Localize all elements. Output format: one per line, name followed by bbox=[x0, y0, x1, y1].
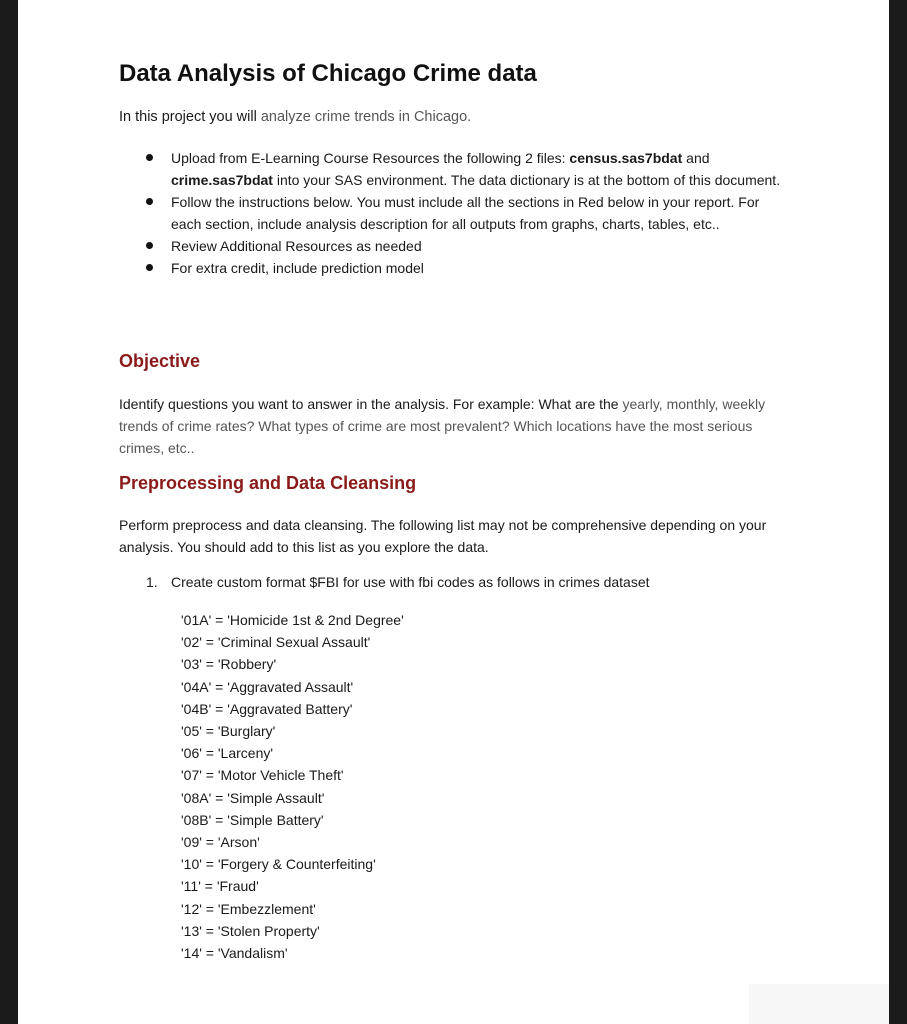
code-line: '09' = 'Arson' bbox=[181, 834, 260, 851]
code-line: '04A' = 'Aggravated Assault' bbox=[181, 678, 354, 695]
bullet-icon bbox=[146, 242, 153, 249]
list-item bbox=[119, 257, 789, 279]
objective-text-a: Identify questions you want to answer in the analysis. For example: What are the bbox=[119, 396, 623, 412]
code-line: '12' = 'Embezzlement' bbox=[181, 900, 316, 917]
code-line: '08B' = 'Simple Battery' bbox=[181, 811, 324, 828]
bullet-1-part3: into your SAS environment. The data dictionary is at the bottom of this document. bbox=[272, 172, 781, 188]
code-line: '10' = 'Forgery & Counterfeiting' bbox=[181, 856, 376, 873]
numbered-step-1 bbox=[119, 574, 650, 590]
list-item bbox=[119, 235, 789, 257]
crime-filename: crime.sas7bdat bbox=[171, 172, 273, 188]
bullet-icon bbox=[146, 198, 153, 205]
code-line: '04B' = 'Aggravated Battery' bbox=[181, 700, 353, 717]
bullet-4-text: For extra credit, include prediction model bbox=[171, 260, 424, 276]
code-line: '14' = 'Vandalism' bbox=[181, 945, 288, 962]
code-line: '13' = 'Stolen Property' bbox=[181, 922, 320, 939]
fbi-code-list bbox=[181, 609, 404, 964]
bullet-icon bbox=[146, 264, 153, 271]
code-line: '03' = 'Robbery' bbox=[181, 656, 277, 673]
step-number: 1. bbox=[146, 574, 158, 590]
list-item bbox=[119, 191, 789, 235]
preprocessing-heading: Preprocessing and Data Cleansing bbox=[119, 473, 417, 493]
bullet-3-text: Review Additional Resources as needed bbox=[171, 238, 422, 254]
intro-prefix: In this project you will bbox=[119, 109, 261, 125]
bullet-1-part1: Upload from E-Learning Course Resources the following 2 files: bbox=[171, 150, 570, 166]
step-text: Create custom format $FBI for use with fbi codes as follows in crimes dataset bbox=[171, 574, 650, 590]
objective-heading: Objective bbox=[119, 351, 201, 371]
code-line: '07' = 'Motor Vehicle Theft' bbox=[181, 767, 344, 784]
bullet-2-text: Follow the instructions below. You must include all the sections in Red below in your report. For each section, include analysis description for all outputs from graphs, charts, tables, etc.. bbox=[171, 194, 760, 232]
document-page bbox=[18, 0, 889, 1024]
code-line: '08A' = 'Simple Assault' bbox=[181, 789, 325, 806]
code-line: '11' = 'Fraud' bbox=[181, 878, 259, 895]
bullet-1-part2: and bbox=[682, 150, 710, 166]
code-line: '06' = 'Larceny' bbox=[181, 745, 274, 762]
census-filename: census.sas7bdat bbox=[569, 150, 683, 166]
page-corner bbox=[749, 984, 889, 1024]
document-title: Data Analysis of Chicago Crime data bbox=[119, 60, 537, 87]
code-line: '05' = 'Burglary' bbox=[181, 723, 276, 740]
intro-paragraph bbox=[119, 109, 471, 125]
preprocessing-paragraph: Perform preprocess and data cleansing. The following list may not be comprehensive depending on your analysis. You should add to this list as you explore the data. bbox=[119, 517, 767, 555]
code-line: '01A' = 'Homicide 1st & 2nd Degree' bbox=[181, 612, 404, 628]
bullet-icon bbox=[146, 154, 153, 161]
instructions-list bbox=[119, 147, 789, 279]
objective-text-b: yearly, monthly, weekly trends of crime rates? What types of crime are most prevalent? Which locations have the most serious crimes, etc.. bbox=[119, 396, 766, 456]
intro-suffix: analyze crime trends in Chicago. bbox=[260, 109, 472, 125]
list-item bbox=[119, 147, 789, 191]
code-line: '02' = 'Criminal Sexual Assault' bbox=[181, 634, 371, 651]
objective-paragraph bbox=[119, 393, 779, 459]
